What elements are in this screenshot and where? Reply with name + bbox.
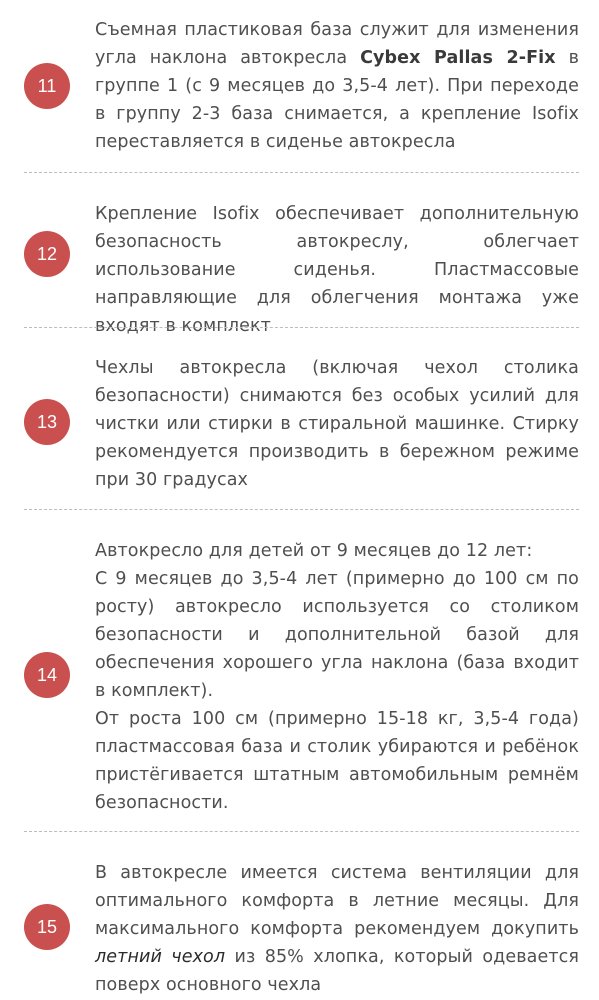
item-text-part: в группе 1 (с 9 месяцев до 3,5-4 лет). При переходе в группу 2-3 база снимается, а крепление Isofix переставляется в сиденье автокресла [95, 48, 579, 152]
item-description [95, 354, 579, 494]
item-text-part: Съемная пластиковая база служит для изменения угла наклона автокресла [95, 20, 579, 68]
summer-cover-link-text: летний чехол [95, 947, 226, 967]
item-text-part: из 85% хлопка, который одевается поверх основного чехла [95, 947, 579, 995]
item-number-badge: 12 [24, 231, 70, 277]
item-paragraph: Чехлы автокресла (включая чехол столика безопасности) снимаются без особых усилий для чистки или стирки в стиральной машинке. Стирку рекомендуется производить в бережном режиме при 30 градусах [95, 358, 579, 490]
divider [24, 327, 579, 328]
item-paragraph [95, 16, 579, 156]
product-name: Cybex Pallas 2-Fix [360, 48, 556, 68]
item-paragraph [95, 859, 579, 999]
item-description [95, 16, 579, 156]
item-number-badge: 11 [24, 63, 70, 109]
item-number-badge: 14 [24, 652, 70, 698]
item-number-badge: 15 [24, 904, 70, 950]
item-paragraph: От роста 100 см (примерно 15-18 кг, 3,5-4 года) пластмассовая база и столик убираются и ребёнок пристёгивается штатным автомобильным ремнём безопасности. [95, 709, 579, 813]
item-text-part: В автокресле имеется система вентиляции для оптимального комфорта в летние месяцы. Для максимального комфорта рекомендуем докупить [95, 863, 579, 939]
divider [24, 172, 579, 173]
divider [24, 509, 579, 510]
item-paragraph: Автокресло для детей от 9 месяцев до 12 лет: [95, 541, 533, 561]
divider [24, 831, 579, 832]
item-paragraph: Крепление Isofix обеспечивает дополнительную безопасность автокреслу, облегчает использование сиденья. Пластмассовые направляющие для облегчения монтажа уже входят в комплект [95, 204, 579, 336]
item-description [95, 859, 579, 999]
item-number-badge: 13 [24, 399, 70, 445]
item-paragraph: С 9 месяцев до 3,5-4 лет (примерно до 100 см по росту) автокресло используется со столиком безопасности и дополнительной базой для обеспечения хорошего угла наклона (база входит в комплект). [95, 569, 579, 701]
item-description [95, 537, 579, 817]
item-description [95, 200, 579, 340]
